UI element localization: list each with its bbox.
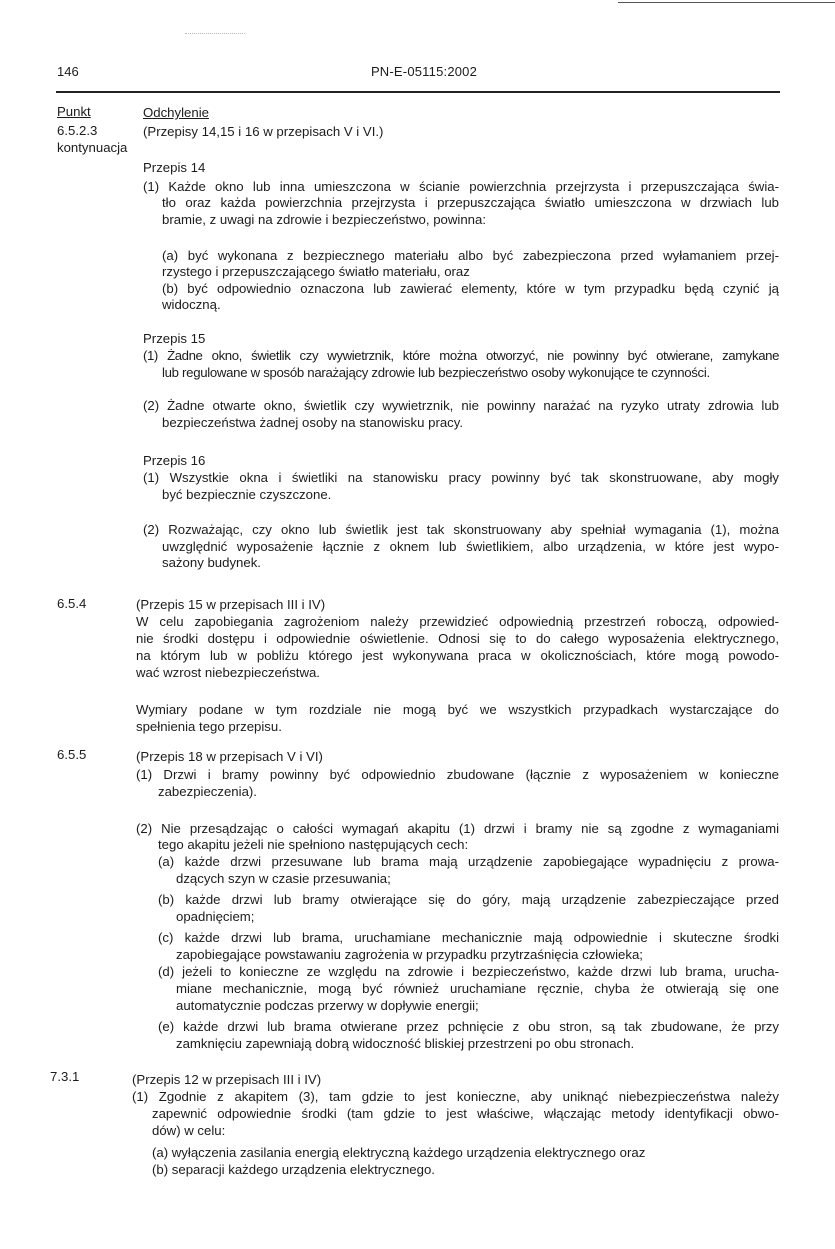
rule-14-item-a-line: (a) być wykonana z bezpiecznego materiału albo być zabezpieczona przed wyłamaniem przej- (162, 248, 779, 263)
section-6-5-4-body-line: na którym lub w pobliżu którego jest wykonywana praca w okolicznościach, które mogą powodo- (136, 648, 779, 663)
rule-14-item-a-line: rzystego i przepuszczającego światło materiału, oraz (162, 264, 470, 279)
section-6-5-5-item-e-line: (e) każde drzwi lub brama otwierane przez pchnięcie z obu stron, są tak zbudowane, że przy (158, 1019, 779, 1034)
rule-14-item-b-line: widoczną. (162, 297, 221, 312)
section-6-5-4-body-line: wać wzrost niebezpieczeństwa. (136, 665, 320, 680)
section-6-5-5-para-1-line: zabezpieczenia). (158, 784, 257, 799)
section-7-3-1-para-1-line: dów) w celu: (152, 1123, 226, 1138)
section-number-6-5-4: 6.5.4 (57, 596, 87, 611)
page-number: 146 (57, 64, 79, 79)
rule-14-title: Przepis 14 (143, 160, 206, 175)
column-deviation-header: Odchylenie (143, 105, 209, 120)
section-6-5-5-para-1-line: (1) Drzwi i bramy powinny być odpowiednio zbudowane (łącznie z wyposażeniem w konieczne (136, 767, 779, 782)
rule-15-para-1-line: lub regulowane w sposób narażający zdrowie lub bezpieczeństwo osoby wykonujące te czynności. (162, 365, 710, 380)
rule-15-title: Przepis 15 (143, 331, 206, 346)
section-7-3-1-para-1-line: zapewnić odpowiednie środki (tam gdzie to jest właściwe, włączając metody identyfikacji obwo- (152, 1106, 779, 1121)
section-6-5-5-item-d-line: automatycznie podczas przerwy w dopływie energii; (176, 998, 479, 1013)
section-7-3-1-para-1-line: (1) Zgodnie z akapitem (3), tam gdzie to jest konieczne, aby uniknąć niebezpieczeństwa należy (132, 1089, 779, 1104)
section-6-5-4-body-line: nie środki dostępu i odpowiednie oświetlenie. Odnosi się to do całego wyposażenia elektrycznego, (136, 631, 779, 646)
rule-16-para-1-line: być bezpiecznie czyszczone. (162, 487, 332, 502)
rule-14-para-1-line: tło oraz każda powierzchnia przejrzysta i przepuszczająca światło umieszczona w drzwiach lub (162, 195, 779, 210)
section-6-5-5-item-a-line: (a) każde drzwi przesuwane lub brama mają urządzenie zapobiegające wypadnięciu z prowa- (158, 854, 779, 869)
section-ref: (Przepis 15 w przepisach III i IV) (136, 597, 326, 612)
header-rule (56, 91, 780, 93)
section-6-5-5-item-d-line: miane mechanicznie, mogą być również uruchamiane ręcznie, chyba że otwierają się one (176, 981, 779, 996)
rule-16-para-2-line: (2) Rozważając, czy okno lub świetlik jest tak skonstruowany aby spełniał wymagania (1), można (143, 522, 779, 537)
rule-15-para-2-line: bezpieczeństwa żadnej osoby na stanowisku pracy. (162, 415, 464, 430)
section-6-5-5-item-e-line: zamknięciu zapewniają dobrą widoczność bliskiej przestrzeni po obu stronach. (176, 1036, 635, 1051)
column-point-header: Punkt (57, 104, 91, 119)
section-6-5-5-item-d-line: (d) jeżeli to konieczne ze względu na zdrowie i bezpieczeństwo, każde drzwi lub brama, urucha- (158, 964, 779, 979)
section-6-5-4-body-line: W celu zapobiegania zagrożeniom należy przewidzieć odpowiednią przestrzeń roboczą, odpowied- (136, 614, 779, 629)
rule-16-para-2-line: sażony budynek. (162, 555, 261, 570)
rule-16-para-2-line: uwzględnić wyposażenie łącznie z oknem lub świetlikiem, albo urządzenia, w które jest wypo- (162, 539, 779, 554)
section-7-3-1-item-a: (a) wyłączenia zasilania energią elektryczną każdego urządzenia elektrycznego oraz (152, 1145, 646, 1160)
section-number-7-3-1: 7.3.1 (50, 1069, 80, 1084)
section-6-5-4-body2-line: Wymiary podane w tym rozdziale nie mogą być we wszystkich przypadkach wystarczające do (136, 702, 779, 717)
section-number-6-5-2-3: 6.5.2.3 (57, 123, 98, 138)
rule-14-para-1-line: (1) Każde okno lub inna umieszczona w ścianie powierzchnia przejrzysta i przepuszczająca świa- (143, 179, 779, 194)
standard-id: PN-E-05115:2002 (370, 64, 478, 79)
rule-15-para-2-line: (2) Żadne otwarte okno, świetlik czy wywietrznik, nie powinny narażać na ryzyko utraty zdrowia lub (143, 398, 779, 413)
rule-16-para-1-line: (1) Wszystkie okna i świetliki na stanowisku pracy powinny być tak skonstruowane, aby mogły (143, 470, 779, 485)
section-7-3-1-item-b: (b) separacji każdego urządzenia elektrycznego. (152, 1162, 435, 1177)
section-6-5-5-item-c-line: (c) każde drzwi lub brama, uruchamiane mechanicznie mają odpowiednie i skuteczne środki (158, 930, 779, 945)
rule-16-title: Przepis 16 (143, 453, 206, 468)
section-6-5-5-para-2-line: tego akapitu jeżeli nie spełniono następujących cech: (158, 837, 469, 852)
section-ref: (Przepisy 14,15 i 16 w przepisach V i VI.) (143, 124, 384, 139)
scan-speck (185, 33, 245, 37)
rule-14-para-1-line: bramie, z uwagi na zdrowie i bezpieczeństwo, powinna: (162, 212, 486, 227)
section-ref: (Przepis 18 w przepisach V i VI) (136, 749, 323, 764)
section-6-5-5-item-b-line: (b) każde drzwi lub bramy otwierające się do góry, mają urządzenie zabezpieczające przed (158, 892, 779, 907)
section-6-5-5-item-b-line: opadnięciem; (176, 909, 255, 924)
section-6-5-4-body2-line: spełnienia tego przepisu. (136, 719, 282, 734)
rule-15-para-1-line: (1) Żadne okno, świetlik czy wywietrznik, które można otworzyć, nie powinny być otwierane, zamykane (143, 348, 779, 363)
section-ref: (Przepis 12 w przepisach III i IV) (132, 1072, 322, 1087)
continuation-label: kontynuacja (57, 140, 128, 155)
section-6-5-5-item-a-line: dzących szyn w czasie przesuwania; (176, 871, 391, 886)
section-6-5-5-para-2-line: (2) Nie przesądzając o całości wymagań akapitu (1) drzwi i bramy nie są zgodne z wymaganiami (136, 821, 779, 836)
section-number-6-5-5: 6.5.5 (57, 747, 87, 762)
rule-14-item-b-line: (b) być odpowiednio oznaczona lub zawierać elementy, które w tym przypadku będą czynić ją (162, 281, 779, 296)
top-edge-line (618, 2, 835, 3)
section-6-5-5-item-c-line: zapobiegające powstawaniu zagrożenia w przypadku przytrzaśnięcia człowieka; (176, 947, 643, 962)
